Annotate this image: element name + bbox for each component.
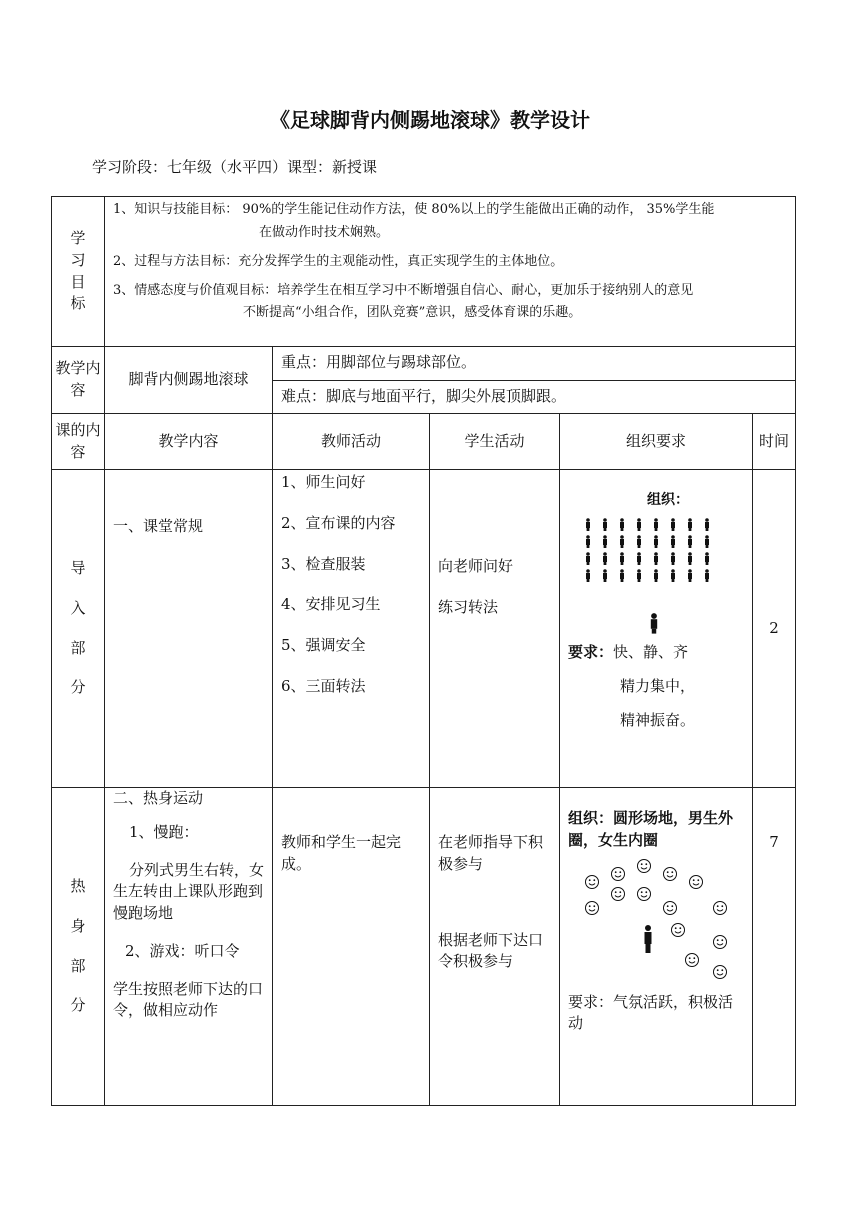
intro-organization	[560, 470, 753, 788]
col-header-teacher: 教师活动	[273, 414, 430, 470]
intro-req-label: 要求：	[568, 643, 614, 662]
student-figure-icon	[637, 569, 641, 582]
warmup-content: 二、热身运动 1、慢跑： 分列式男生右转，女生左转由上课队形跑到慢跑场地 2、游戏：听口令 学生按照老师下达的口令，做相应动作	[105, 788, 273, 1106]
warmup-student-activity: 在老师指导下积极参与 根据老师下达口令积极参与	[430, 788, 560, 1106]
student-figure-icon	[705, 535, 709, 548]
document-title: 《足球脚背内侧踢地滚球》教学设计	[270, 108, 590, 132]
student-figure-icon	[688, 552, 692, 565]
intro-req-2: 精力集中，	[620, 677, 696, 696]
student-figure-icon	[586, 518, 590, 531]
warmup-time: 7	[753, 788, 796, 1106]
intro-teacher-activities: 1、师生问好 2、宣布课的内容 3、检查服装 4、安排见习生 5、强调安全 6、三面转法	[273, 470, 430, 788]
student-figure-icon	[654, 518, 658, 531]
student-figure-icon	[705, 552, 709, 565]
intro-student-activities: 向老师问好 练习转法	[430, 470, 560, 788]
content-header: 教学内容	[52, 347, 105, 414]
student-figure-icon	[603, 535, 607, 548]
student-smiley-icon	[714, 965, 727, 978]
col-header-student: 学生活动	[430, 414, 560, 470]
student-figure-icon	[688, 518, 692, 531]
intro-row	[52, 470, 796, 788]
student-smiley-icon	[714, 935, 727, 948]
teacher-figure-icon	[645, 925, 652, 953]
lesson-plan-table	[51, 196, 796, 1106]
student-smiley-icon	[612, 887, 625, 900]
student-smiley-icon	[714, 901, 727, 914]
intro-content: 一、课堂常规	[105, 470, 273, 788]
student-smiley-icon	[586, 875, 599, 888]
student-smiley-icon	[664, 867, 677, 880]
student-smiley-icon	[638, 859, 651, 872]
student-figure-icon	[671, 569, 675, 582]
objective-3a: 3、情感态度与价值观目标：培养学生在相互学习中不断增强自信心、耐心，更加乐于接纳别人的意见	[113, 282, 694, 298]
student-figure-icon	[654, 552, 658, 565]
student-figure-icon	[603, 518, 607, 531]
student-figure-icon	[705, 569, 709, 582]
col-header-lesson-part: 课的内容	[52, 414, 105, 470]
objective-1b: 在做动作时技术娴熟。	[259, 224, 390, 240]
objectives-row	[52, 197, 796, 347]
warmup-row	[52, 788, 796, 1106]
student-smiley-icon	[664, 901, 677, 914]
student-figure-icon	[620, 518, 624, 531]
student-figure-icon	[671, 552, 675, 565]
student-figure-icon	[637, 518, 641, 531]
intro-req-1: 快、静、齐	[613, 643, 689, 662]
objective-2: 2、过程与方法目标：充分发挥学生的主观能动性，真正实现学生的主体地位。	[113, 253, 564, 269]
student-figure-icon	[620, 569, 624, 582]
student-smiley-icon	[612, 867, 625, 880]
student-figure-icon	[620, 552, 624, 565]
col-header-organization: 组织要求	[560, 414, 753, 470]
key-point: 重点：用脚部位与踢球部位。	[281, 353, 477, 372]
intro-section-label: 导 入 部 分	[52, 470, 105, 788]
student-figure-icon	[637, 535, 641, 548]
student-figure-icon	[637, 552, 641, 565]
formation-diagram	[568, 510, 744, 634]
warmup-org-text: 组织：圆形场地，男生外圈，女生内圈	[568, 809, 734, 849]
warmup-req-text: 要求：气氛活跃，积极活动	[568, 992, 734, 1033]
student-figure-icon	[671, 518, 675, 531]
content-topic: 脚背内侧踢地滚球	[105, 347, 273, 414]
warmup-section-label: 热 身 部 分	[52, 788, 105, 1106]
student-figure-icon	[620, 535, 624, 548]
column-header-row	[52, 414, 796, 470]
objectives-content	[105, 197, 796, 347]
student-figure-icon	[586, 552, 590, 565]
student-figure-icon	[586, 569, 590, 582]
student-figure-icon	[654, 569, 658, 582]
student-figure-icon	[671, 535, 675, 548]
content-row	[52, 347, 796, 414]
objective-3b: 不断提高“小组合作，团队竞赛”意识，感受体育课的乐趣。	[243, 305, 582, 321]
teacher-figure-icon	[651, 613, 657, 633]
student-smiley-icon	[638, 887, 651, 900]
student-figure-icon	[586, 535, 590, 548]
warmup-teacher-activity: 教师和学生一起完成。	[273, 788, 430, 1106]
objective-1a: 1、知识与技能目标： 90%的学生能记住动作方法，使 80%以上的学生能做出正确的动作， 35%学生能	[113, 202, 715, 217]
col-header-time: 时间	[753, 414, 796, 470]
student-smiley-icon	[686, 953, 699, 966]
student-figure-icon	[603, 569, 607, 582]
intro-time: 2	[753, 470, 796, 788]
difficulty: 难点：脚底与地面平行，脚尖外展顶脚跟。	[273, 380, 795, 414]
circle-field-diagram	[568, 852, 744, 992]
document-subtitle: 学习阶段：七年级（水平四）课型：新授课	[92, 158, 378, 176]
intro-org-label: 组织：	[647, 492, 689, 508]
student-figure-icon	[688, 569, 692, 582]
student-figure-icon	[705, 518, 709, 531]
student-smiley-icon	[690, 875, 703, 888]
warmup-organization	[560, 788, 753, 1106]
student-figure-icon	[688, 535, 692, 548]
student-smiley-icon	[672, 923, 685, 936]
col-header-content: 教学内容	[105, 414, 273, 470]
intro-req-3: 精神振奋。	[620, 710, 696, 729]
student-figure-icon	[654, 535, 658, 548]
student-smiley-icon	[586, 901, 599, 914]
objectives-header: 学 习 目 标	[52, 197, 105, 347]
student-figure-icon	[603, 552, 607, 565]
